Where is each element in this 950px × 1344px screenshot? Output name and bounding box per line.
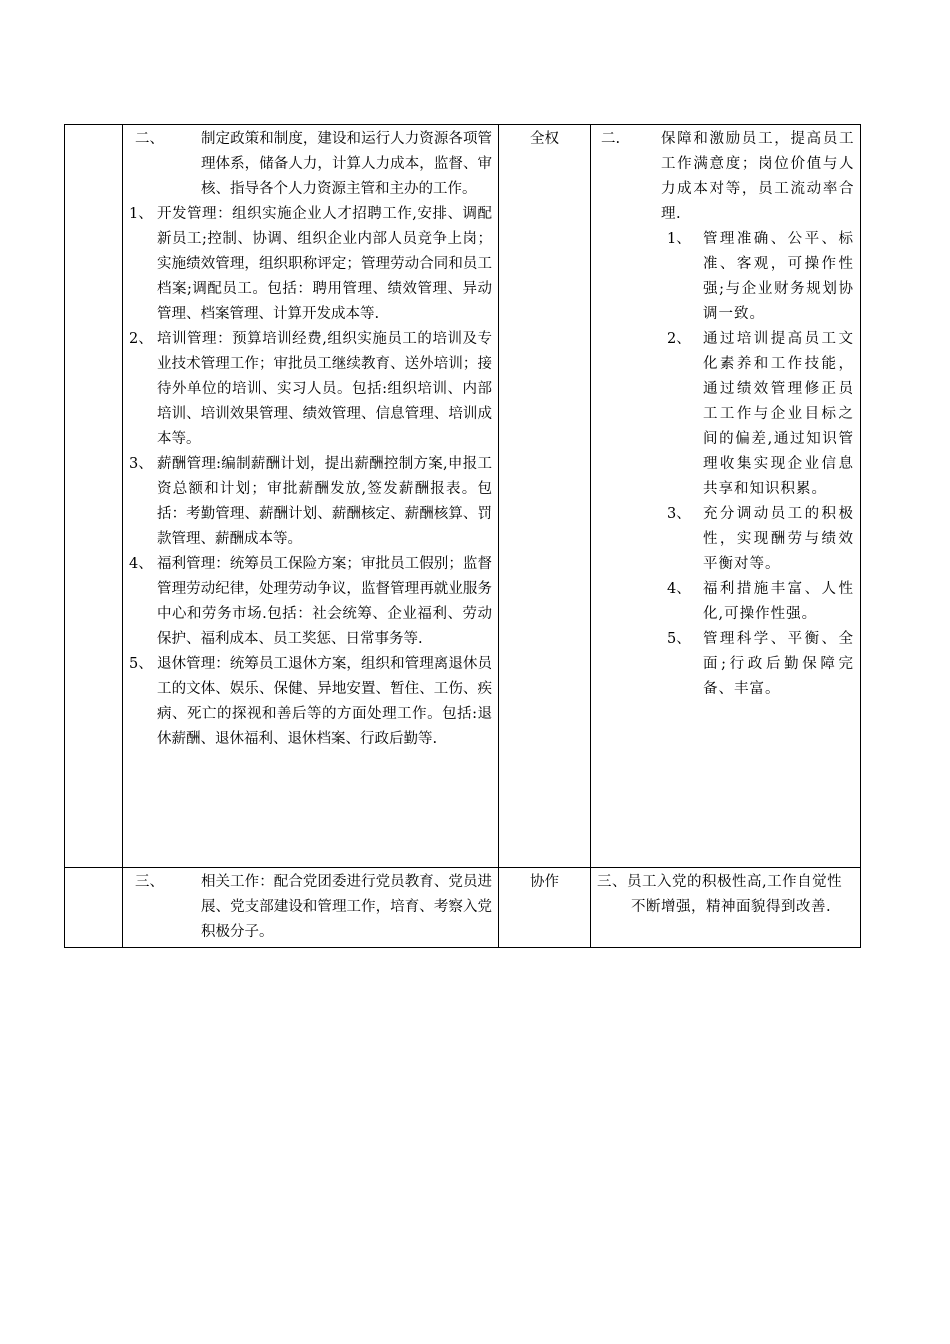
goal-item-3 [597, 502, 854, 577]
duty-heading-number: 三、 [135, 873, 164, 890]
duty-heading-text-content: 制定政策和制度，建设和运行人力资源各项管理体系，储备人力，计算人力成本，监督、审核、指导各个人力资源主管和主办的工作。 [201, 131, 492, 197]
row-label-cell [65, 867, 123, 947]
goal-item-number: 3、 [667, 506, 691, 522]
goal-item-text: 管理科学、平衡、全面;行政后勤保障完备、丰富。 [703, 631, 854, 697]
goal-item-number: 5、 [667, 631, 691, 647]
duty-item-1 [129, 202, 492, 327]
duty-item-number: 3、 [129, 456, 153, 472]
duty-heading-text [171, 127, 492, 202]
duty-item-text: 薪酬管理:编制薪酬计划，提出薪酬控制方案,申报工资总额和计划；审批薪酬发放,签发薪酬报表。包括：考勤管理、薪酬计划、薪酬核定、薪酬核算、罚款管理、薪酬成本等。 [157, 456, 492, 547]
duty-heading-text: 相关工作：配合党团委进行党员教育、党员进展、党支部建设和管理工作，培育、考察入党积极分子。 [201, 873, 492, 940]
duty-heading [129, 127, 492, 202]
duty-item-2 [129, 327, 492, 452]
responsibility-table [64, 124, 861, 948]
goal-heading [597, 127, 854, 227]
duty-item-text: 培训管理：预算培训经费,组织实施员工的培训及专业技术管理工作；审批员工继续教育、送外培训；接待外单位的培训、实习人员。包括:组织培训、内部培训、培训效果管理、绩效管理、信息管理、培训成本等。 [157, 331, 492, 447]
duty-cell [123, 867, 499, 947]
duty-item-number: 1、 [129, 206, 153, 222]
goal-item-text: 福利措施丰富、人性化,可操作性强。 [703, 581, 854, 622]
duty-item-number: 5、 [129, 656, 153, 672]
duty-cell [123, 125, 499, 868]
duty-item-4 [129, 552, 492, 652]
row-label-cell [65, 125, 123, 868]
goal-item-number: 1、 [667, 231, 691, 247]
duty-item-text: 开发管理：组织实施企业人才招聘工作,安排、调配新员工;控制、协调、组织企业内部人员竞争上岗；实施绩效管理，组织职称评定；管理劳动合同和员工档案;调配员工。包括：聘用管理、绩效管理、异动管理、档案管理、计算开发成本等. [157, 206, 492, 322]
goal-item-2 [597, 327, 854, 502]
duty-item-number: 4、 [129, 556, 153, 572]
duty-heading [129, 870, 492, 945]
goal-item-text: 充分调动员工的积极性，实现酬劳与绩效平衡对等。 [703, 506, 854, 572]
goal-item-5 [597, 627, 854, 702]
duty-item-5 [129, 652, 492, 752]
authority-cell: 协作 [499, 867, 591, 947]
goal-heading-number: 二. [601, 131, 621, 147]
goal-item-4 [597, 577, 854, 627]
table-row [65, 125, 861, 868]
goal-cell [591, 867, 861, 947]
duty-item-number: 2、 [129, 331, 153, 347]
goal-item-text: 管理准确、公平、标准、客观，可操作性强;与企业财务规划协调一致。 [703, 231, 854, 322]
goal-text: 三、员工入党的积极性高,工作自觉性不断增强，精神面貌得到改善. [597, 873, 843, 915]
duty-item-text: 福利管理：统筹员工保险方案；审批员工假别；监督管理劳动纪律，处理劳动争议，监督管理再就业服务中心和劳务市场.包括：社会统筹、企业福利、劳动保护、福利成本、员工奖惩、日常事务等. [157, 556, 492, 647]
duty-item-3 [129, 452, 492, 552]
authority-cell: 全权 [499, 125, 591, 868]
table-row [65, 867, 861, 947]
duty-heading-number: 二、 [135, 131, 164, 147]
duty-item-text: 退休管理：统筹员工退休方案，组织和管理离退休员工的文体、娱乐、保健、异地安置、暂住、工伤、疾病、死亡的探视和善后等的方面处理工作。包括:退休薪酬、退休福利、退休档案、行政后勤等. [157, 656, 492, 747]
goal-item-text: 通过培训提高员工文化素养和工作技能，通过绩效管理修正员工工作与企业目标之间的偏差,通过知识管理收集实现企业信息共享和知识积累。 [703, 331, 854, 497]
goal-item-number: 4、 [667, 581, 691, 597]
goal-item-1 [597, 227, 854, 327]
goal-item-number: 2、 [667, 331, 691, 347]
goal-cell [591, 125, 861, 868]
goal-heading-text: 保障和激励员工，提高员工工作满意度；岗位价值与人力成本对等，员工流动率合理. [661, 131, 854, 222]
